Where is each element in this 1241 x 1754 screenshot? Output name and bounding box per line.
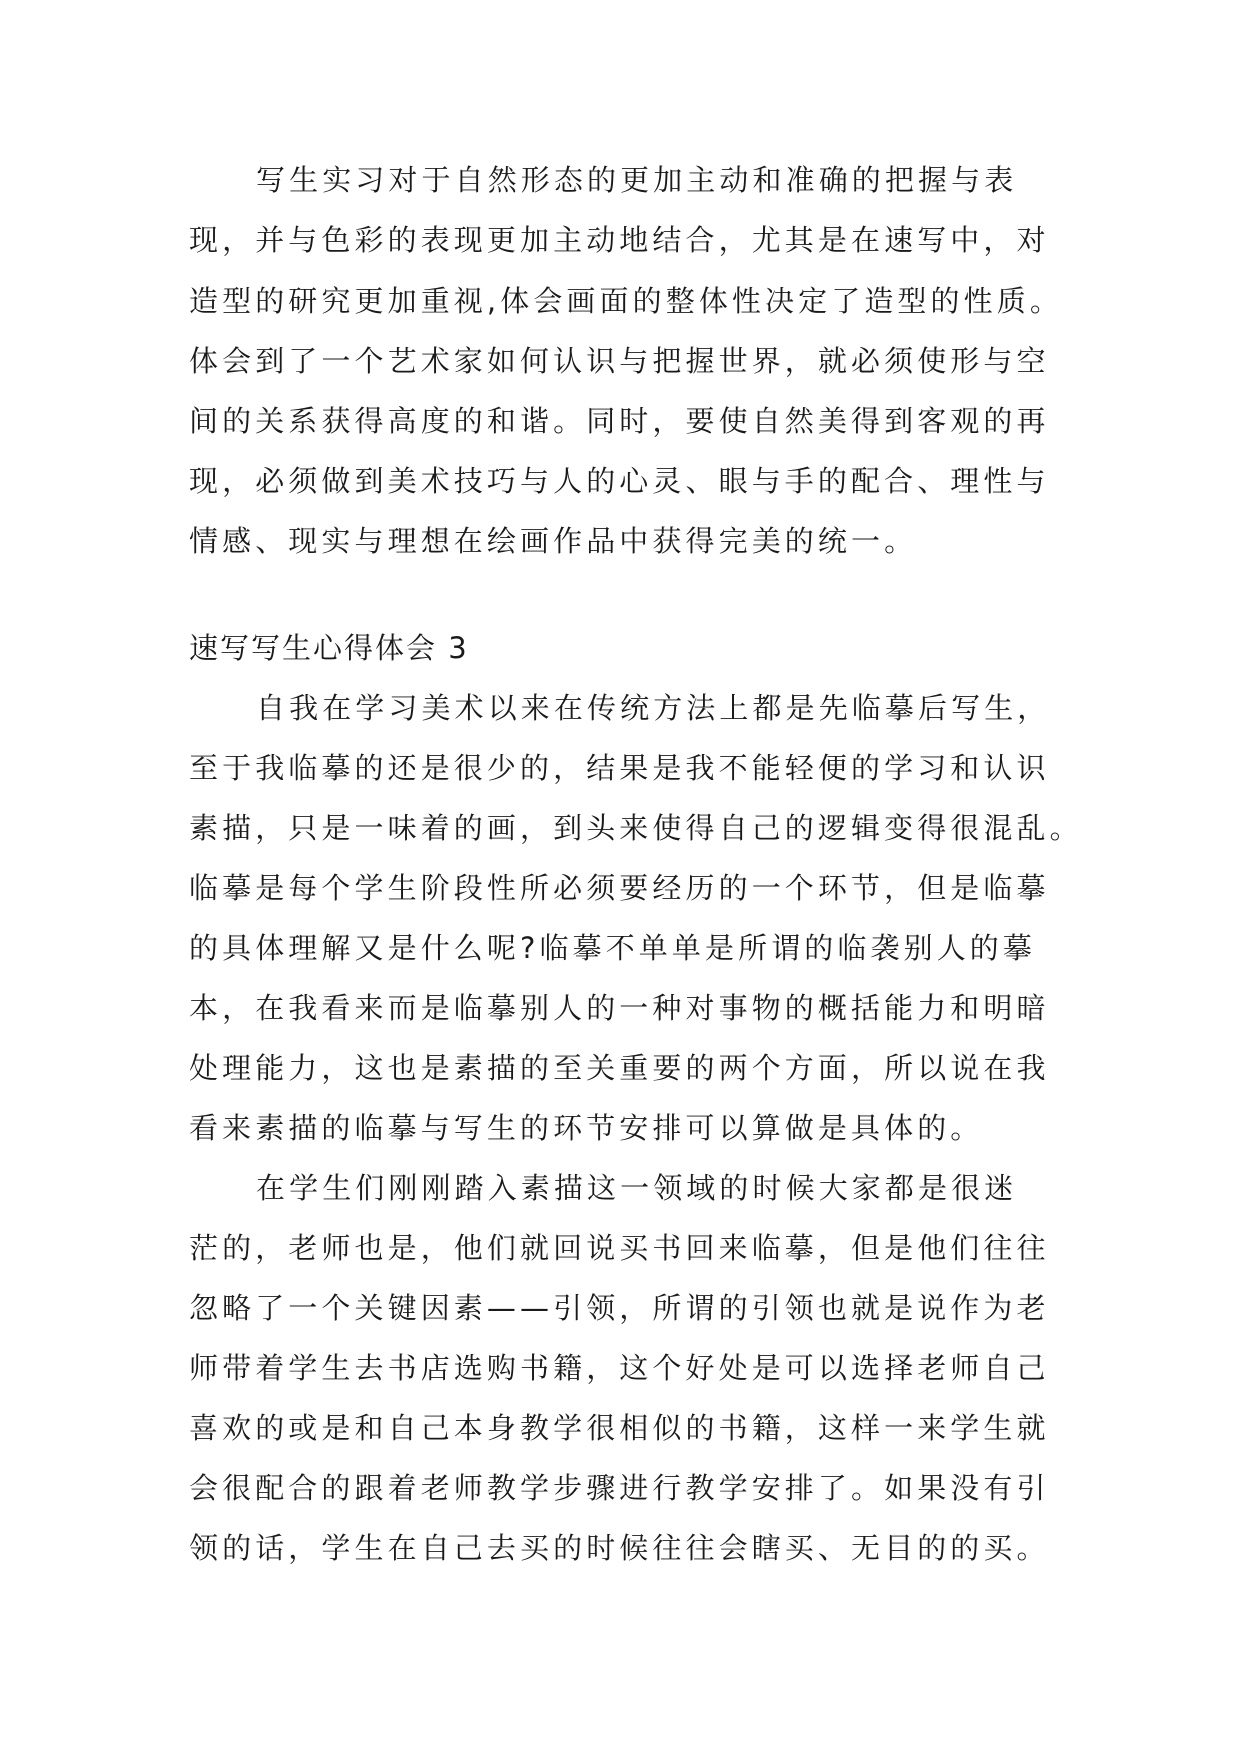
section-heading: 速写写生心得体会 3 [189, 631, 469, 665]
paragraph-line: 喜欢的或是和自己本身教学很相似的书籍，这样一来学生就 [189, 1411, 1050, 1445]
paragraph-line: 在学生们刚刚踏入素描这一领域的时候大家都是很迷 [256, 1171, 1018, 1205]
paragraph-line: 现，必须做到美术技巧与人的心灵、眼与手的配合、理性与 [189, 464, 1050, 498]
paragraph-line: 至于我临摹的还是很少的，结果是我不能轻便的学习和认识 [189, 751, 1050, 785]
paragraph-line: 本，在我看来而是临摹别人的一种对事物的概括能力和明暗 [189, 991, 1050, 1025]
paragraph-line: 素描，只是一味着的画，到头来使得自己的逻辑变得很混乱。 [189, 811, 1083, 845]
paragraph-line: 临摹是每个学生阶段性所必须要经历的一个环节，但是临摹 [189, 871, 1050, 905]
paragraph-line: 体会到了一个艺术家如何认识与把握世界，就必须使形与空 [189, 344, 1050, 378]
paragraph-line: 忽略了一个关键因素——引领，所谓的引领也就是说作为老 [189, 1291, 1050, 1325]
paragraph-line: 的具体理解又是什么呢?临摹不单单是所谓的临袭别人的摹 [189, 931, 1036, 965]
paragraph-line: 自我在学习美术以来在传统方法上都是先临摹后写生， [256, 691, 1051, 725]
paragraph-line: 情感、现实与理想在绘画作品中获得完美的统一。 [189, 524, 918, 558]
paragraph-line: 间的关系获得高度的和谐。同时，要使自然美得到客观的再 [189, 404, 1050, 438]
paragraph-line: 造型的研究更加重视,体会画面的整体性决定了造型的性质。 [189, 284, 1063, 318]
paragraph-line: 看来素描的临摹与写生的环节安排可以算做是具体的。 [189, 1111, 984, 1145]
paragraph-line: 茫的，老师也是，他们就回说买书回来临摹，但是他们往往 [189, 1231, 1050, 1265]
paragraph-line: 现，并与色彩的表现更加主动地结合，尤其是在速写中，对 [189, 223, 1050, 257]
paragraph-line: 领的话，学生在自己去买的时候往往会瞎买、无目的的买。 [189, 1531, 1050, 1565]
paragraph-line: 写生实习对于自然形态的更加主动和准确的把握与表 [256, 163, 1018, 197]
paragraph-line: 师带着学生去书店选购书籍，这个好处是可以选择老师自己 [189, 1351, 1050, 1385]
paragraph-line: 会很配合的跟着老师教学步骤进行教学安排了。如果没有引 [189, 1471, 1050, 1505]
paragraph-line: 处理能力，这也是素描的至关重要的两个方面，所以说在我 [189, 1051, 1050, 1085]
